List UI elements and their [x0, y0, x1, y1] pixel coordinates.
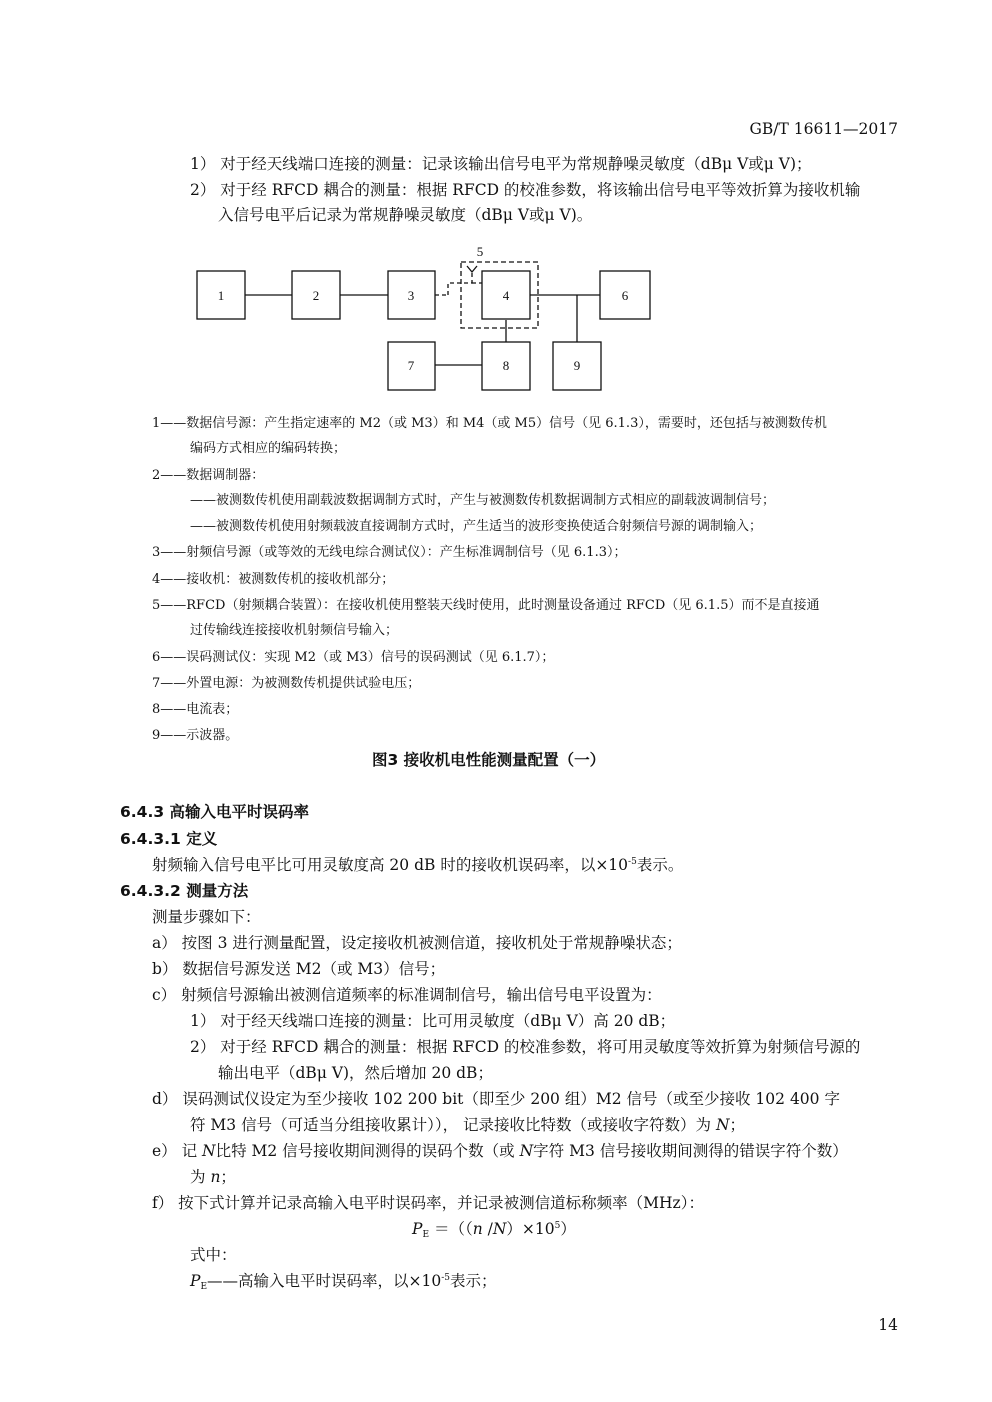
- pe-definition: $P_E——$高输入电平时误码率，以$\times 10^{-5}$表示；: [190, 1272, 497, 1292]
- subsection-heading-definition: 6.4.3.1 定义: [120, 830, 218, 848]
- box-9-label: 9: [573, 358, 581, 373]
- step-e: e） 记 N比特 M2 信号接收期间测得的误码个数（或 N字符 M3 信号接收期间测得的错误字符个数）: [152, 1142, 848, 1160]
- legend-item-3: 3——射频信号源（或等效的无线电综合测试仪）：产生标准调制信号（见 6.1.3）；: [152, 545, 627, 560]
- legend-item-2-sub-a: ——被测数传机使用副载波数据调制方式时，产生与被测数传机数据调制方式相应的副载波调制信号；: [190, 493, 776, 508]
- legend-item-4: 4——接收机：被测数传机的接收机部分；: [152, 572, 395, 587]
- steps-intro: 测量步骤如下：: [152, 908, 261, 926]
- standard-number: GB/T 16611—2017: [749, 120, 898, 138]
- section-heading: 6.4.3 高输入电平时误码率: [120, 803, 310, 821]
- step-c-2-cont: 输出电平（dBμ V)，然后增加 20 dB；: [218, 1064, 493, 1082]
- step-b: b） 数据信号源发送 M2（或 M3）信号；: [152, 960, 446, 978]
- box-2-label: 2: [312, 288, 320, 303]
- legend-item-2-sub-b: ——被测数传机使用射频载波直接调制方式时，产生适当的波形变换使适合射频信号源的调制输入；: [190, 519, 763, 534]
- top-item-2: 2） 对于经 RFCD 耦合的测量：根据 RFCD 的校准参数，将该输出信号电平等效折算为接收机输: [190, 181, 861, 199]
- step-d-cont: 符 M3 信号（可适当分组接收累计））， 记录接收比特数（或接收字符数）为 N；: [190, 1116, 746, 1134]
- definition-text: 射频输入信号电平比可用灵敏度高 20 dB 时的接收机误码率，以$\times 10^{-5}$表示。: [152, 856, 684, 874]
- box-6-label: 6: [621, 288, 629, 303]
- step-c: c） 射频信号源输出被测信道频率的标准调制信号，输出信号电平设置为：: [152, 986, 662, 1004]
- legend-item-7: 7——外置电源：为被测数传机提供试验电压；: [152, 676, 421, 691]
- box-5-label: 5: [476, 244, 484, 259]
- box-1-label: 1: [217, 288, 225, 303]
- step-c-2: 2） 对于经 RFCD 耦合的测量：根据 RFCD 的校准参数，将可用灵敏度等效折算为射频信号源的: [190, 1038, 861, 1056]
- legend-item-8: 8——电流表；: [152, 702, 239, 717]
- legend-item-5-cont: 过传输线连接接收机射频信号输入；: [190, 623, 399, 638]
- step-f: f） 按下式计算并记录高输入电平时误码率，并记录被测信道标称频率（MHz）：: [152, 1194, 704, 1212]
- formula: $P_E =((n$ $/N)\times 10^5$）: [412, 1220, 576, 1240]
- top-item-1: 1） 对于经天线端口连接的测量：记录该输出信号电平为常规静噪灵敏度（dBμ V或μ V)；: [190, 155, 812, 173]
- step-e-cont: 为 n；: [190, 1168, 236, 1186]
- box-4-label: 4: [502, 288, 510, 303]
- subsection-heading-method: 6.4.3.2 测量方法: [120, 882, 249, 900]
- where-label: 式中：: [190, 1246, 237, 1264]
- step-a: a） 按图 3 进行测量配置，设定接收机被测信道，接收机处于常规静噪状态；: [152, 934, 682, 952]
- box-7-label: 7: [407, 358, 415, 373]
- figure-caption: 图3 接收机电性能测量配置（一）: [372, 751, 606, 769]
- step-c-1: 1） 对于经天线端口连接的测量：比可用灵敏度（dBμ V）高 20 dB；: [190, 1012, 676, 1030]
- box-8-label: 8: [502, 358, 510, 373]
- legend-item-2: 2——数据调制器：: [152, 468, 265, 483]
- legend-item-1: 1——数据信号源：产生指定速率的 M2（或 M3）和 M4（或 M5）信号（见 6.1.3），需要时，还包括与被测数传机: [152, 416, 827, 431]
- page-number: 14: [878, 1316, 898, 1334]
- legend-item-9: 9——示波器。: [152, 728, 239, 743]
- measurement-configuration-diagram: [0, 0, 992, 420]
- box-3-label: 3: [407, 288, 415, 303]
- top-item-2-cont: 入信号电平后记录为常规静噪灵敏度（dBμ V或μ V)。: [218, 206, 593, 224]
- legend-item-5: 5——RFCD（射频耦合装置）：在接收机使用整装天线时使用，此时测量设备通过 RFCD（见 6.1.5）而不是直接通: [152, 598, 820, 613]
- legend-item-6: 6——误码测试仪：实现 M2（或 M3）信号的误码测试（见 6.1.7）；: [152, 650, 555, 665]
- legend-item-1-cont: 编码方式相应的编码转换；: [190, 441, 347, 456]
- step-d: d） 误码测试仪设定为至少接收 102 200 bit（即至少 200 组）M2 信号（或至少接收 102 400 字: [152, 1090, 840, 1108]
